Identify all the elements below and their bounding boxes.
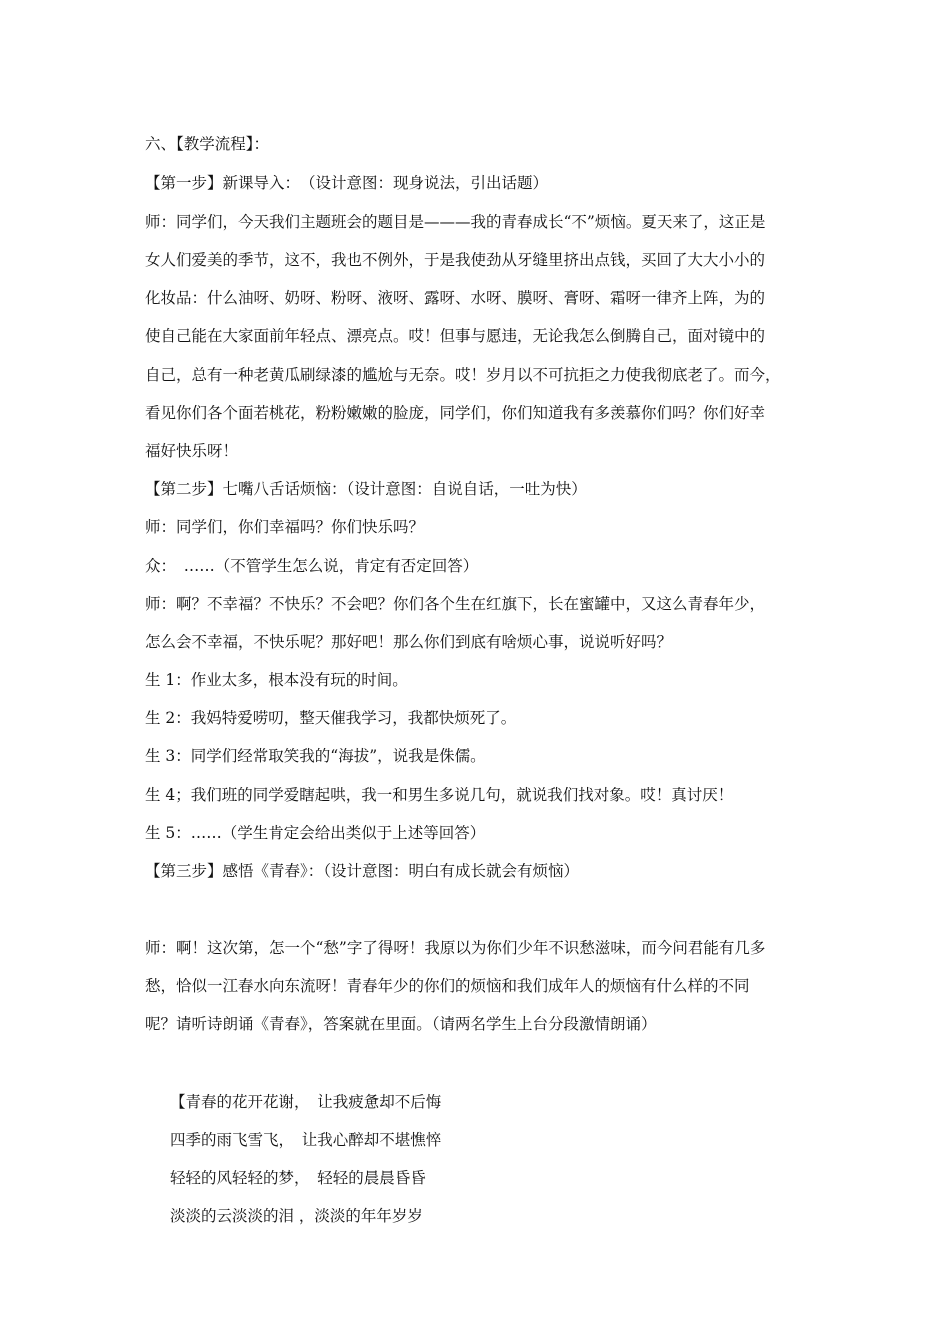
poem-line: 轻轻的风轻轻的梦， 轻轻的晨晨昏昏 — [170, 1169, 426, 1187]
poem-line: 【青春的花开花谢， 让我疲惫却不后悔 — [170, 1093, 442, 1111]
paragraph-line: 师：啊！这次第，怎一个“愁”字了得呀！我原以为你们少年不识愁滋味，而今问君能有几多 — [145, 939, 766, 957]
paragraph-line: 生 4；我们班的同学爱瞎起哄，我一和男生多说几句，就说我们找对象。哎！真讨厌！ — [145, 786, 734, 804]
paragraph-line: 师：啊？不幸福？不快乐？不会吧？你们各个生在红旗下，长在蜜罐中，又这么青春年少， — [145, 595, 766, 613]
paragraph-line: 呢？请听诗朗诵《青春》，答案就在里面。（请两名学生上台分段激情朗诵） — [145, 1015, 657, 1033]
paragraph-line: 生 2：我妈特爱唠叨，整天催我学习，我都快烦死了。 — [145, 709, 517, 727]
paragraph-line: 师：同学们，今天我们主题班会的题目是———我的青春成长“不”烦恼。夏天来了，这正是 — [145, 213, 766, 231]
paragraph-line: 愁，恰似一江春水向东流呀！青春年少的你们的烦恼和我们成年人的烦恼有什么样的不同 — [145, 977, 750, 995]
poem-line: 四季的雨飞雪飞， 让我心醉却不堪憔悴 — [170, 1131, 442, 1149]
paragraph-line: 生 5：……（学生肯定会给出类似于上述等回答） — [145, 824, 486, 842]
paragraph-line: 生 1：作业太多，根本没有玩的时间。 — [145, 671, 408, 689]
paragraph-line: 众： ……（不管学生怎么说，肯定有否定回答） — [145, 557, 479, 575]
paragraph-line: 女人们爱美的季节，这不，我也不例外，于是我使劲从牙缝里挤出点钱，买回了大大小小的 — [145, 251, 766, 269]
step3-title: 【第三步】感悟《青春》：（设计意图：明白有成长就会有烦恼） — [145, 862, 580, 880]
paragraph-line: 生 3：同学们经常取笑我的“海拔”，说我是侏儒。 — [145, 747, 486, 765]
paragraph-line: 化妆品：什么油呀、奶呀、粉呀、液呀、露呀、水呀、膜呀、膏呀、霜呀一律齐上阵，为的 — [145, 289, 766, 307]
section-heading: 六、【教学流程】： — [145, 135, 270, 153]
step2-title: 【第二步】七嘴八舌话烦恼：（设计意图：自说自话，一吐为快） — [145, 480, 587, 498]
paragraph-line: 看见你们各个面若桃花，粉粉嫩嫩的脸庞，同学们，你们知道我有多羡慕你们吗？你们好幸 — [145, 404, 766, 422]
paragraph-line: 使自己能在大家面前年轻点、漂亮点。哎！但事与愿违，无论我怎么倒腾自己，面对镜中的 — [145, 327, 766, 345]
poem-line: 淡淡的云淡淡的泪 ，淡淡的年年岁岁 — [170, 1207, 423, 1225]
step1-title: 【第一步】新课导入： （设计意图：现身说法，引出话题） — [145, 174, 549, 192]
paragraph-line: 怎么会不幸福，不快乐呢？那好吧！那么你们到底有啥烦心事，说说听好吗？ — [145, 633, 673, 651]
paragraph-line: 师：同学们，你们幸福吗？你们快乐吗？ — [145, 518, 425, 536]
paragraph-line: 福好快乐呀！ — [145, 442, 239, 460]
paragraph-line: 自己，总有一种老黄瓜刷绿漆的尴尬与无奈。哎！岁月以不可抗拒之力使我彻底老了。而今， — [145, 366, 781, 384]
